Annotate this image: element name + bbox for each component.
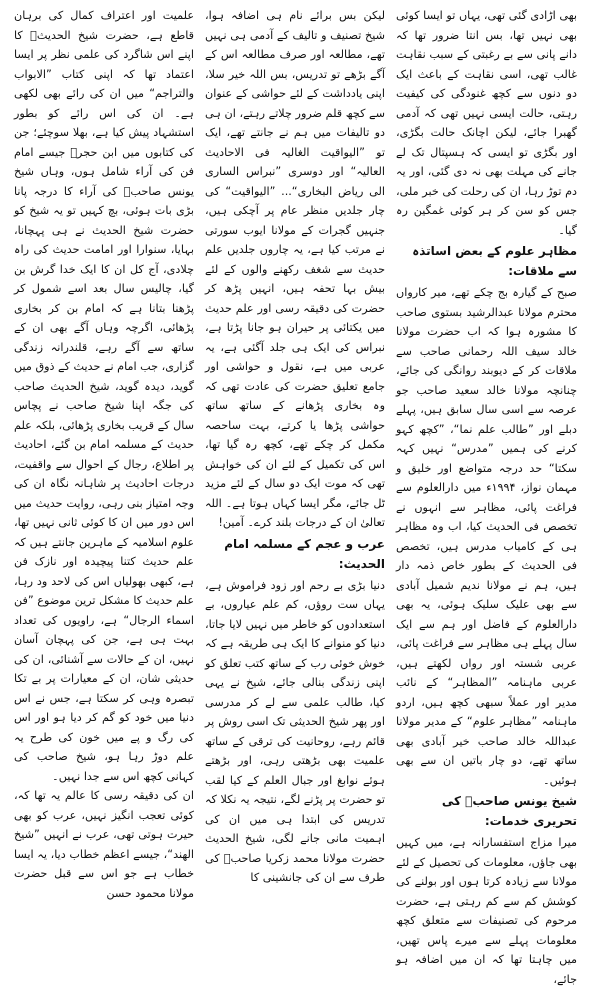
section-heading: شیخ یونس صاحبؒ کی تحریری خدمات: [441, 794, 577, 828]
column-middle [200, 6, 391, 884]
paragraph: دنیا بڑی بے رحم اور زود فراموش ہے، یہاں ست روؤں، کم علم عیاروں، بے استعدادوں کو خاطر میں نہیں لایا جاتا، دنیا کو منوانے کا ایک ہی طریقہ ہے کہ خوش خوئی رب کے ساتھ کتب تعلق کو اپنی زندگی بنالی جائے، شیخ نے یہی کیا، طالب علمی سے لے کر مدرسی اور پھر شیخ الحدیثی تک اسی روش پر قائم رہے، روحانیت کی ترقی کے ساتھ علمیت بھی بڑھتی رہی، اور بڑھتے ہوئے نوابغ اور جبال العلم کے کیا لقب تو حضرت پر پڑنے لگے، نتیجہ یہ نکلا کہ تدریس کی ابتدا ہی میں ان کی اہمیت مانی جانے لگی، شیخ الحدیث حضرت مولانا محمد زکریا صاحبؒ کی طرف سے ان کی جانشینی کا [205, 578, 385, 884]
paragraph: ان کی دقیقہ رسی کا عالم یہ تھا کہ، کوئی تعجب انگیز نہیں، عرب کو بھی حیرت ہوتی تھی، عرب نے انہیں ”شیخ الهند“، جیسے اعظم خطاب دیا، یہ ایسا خطاب ہے جو اس سے قبل حضرت مولانا محمود حسن [14, 789, 194, 900]
section-heading: مظاہر علوم کے بعض اساتذہ سے ملاقات: [412, 244, 577, 278]
column-left [9, 6, 200, 900]
paragraph: میرا مزاج استفسارانہ ہے، میں کہیں بھی جاؤں، معلومات کی تحصیل کے لئے مولانا سے زیادہ کرتا ہوں اور بولنے کی کوشش کم سے کم رہتی ہے، حضرت مرحوم کی تصنیفات سے متعلق کچھ معلومات پہلے سے میرے پاس تھیں، میں چاہتا تھا کہ ان میں اضافہ ہو جائے، [396, 836, 577, 986]
paragraph: بھی اڑادی گئی تھی، یہاں تو ایسا کوئی بھی نہیں تھا، بس انتا ضرور تھا کہ دانے پانی سے بے رغبتی کے سبب نقاہت غالب تھی، اسی نقاہت کے باعث ایک دو دنوں سے کچھ غنودگی کی کیفیت رہتی، حالت ایسی نہیں تھی کہ آدمی گھبرا جائے، لیکن اچانک حالت بگڑی، اور بگڑی تو ایسی کہ ہسپتال تک لے جانے کی مہلت بھی نہ دی گئی، اور یہ دم توڑ رہا، ان کی رحلت کی خبر ملی، جس کو سن کر ہر کوئی غمگین رہ گیا۔ [396, 9, 577, 237]
section-heading: عرب و عجم کے مسلمہ امام الحدیث: [224, 536, 385, 571]
paragraph: صبح کے گیارہ بج چکے تھے، میر کارواں محترم مولانا عبدالرشید بستوی صاحب کا مشورہ ہوا کہ اب حضرت مولانا خالد سیف اللہ رحمانی صاحب سے ملاقات کر کے دیوبند روانگی کی جائے، چنانچہ مولانا خالد سعید صاحب جو عرصہ سے اسی سال سابق ہیں، پہلے دبلے اور ”طالب علم نما“، ”کچھ کہو کرنے کی ہمیں ”مدرس“ نہیں کہہ سکتا“ حد درجہ متواضع اور خلیق و مہمان نواز، ۱۹۹۴ء میں دارالعلوم سے فراغت پائی، مظاہر سے انہوں نے تخصص فی الحدیث کیا، اب وہ مظاہر ہی کے کامیاب مدرس ہیں، تخصص فی الحدیث کے بطور خاص ذمہ دار ہیں، ہم نے مولانا ندیم شمیل آبادی سے بھی علیک سلیک ہوئی، یہ بھی دارالعلوم کے فاضل اور ہم سے ایک سال پہلے ہی مظاہر سے فراغت پائی، عربی شستہ اور رواں لکھتے ہیں، عربی ماہنامہ ”المظاہر“ کے نائب مدیر اور عملاً سبھی کچھ ہیں، اردو ماہنامہ ”مظاہر علوم“ کے مدیر مولانا عبداللہ خالد صاحب خیر آبادی بھی ساتھ تھے، دو چار باتیں ان سے بھی ہوئیں۔ [396, 286, 577, 787]
paragraph: لیکن بس برائے نام ہی اضافہ ہوا، شیخ تصنیف و تالیف کے آدمی ہی نہیں تھے، مطالعہ اور صرف مطالعہ اس کے آگے بڑھے تو تدریس، بس اللہ خیر سلا، اپنی یادداشت کے لئے حواشی کے عنوان سے کچھ قلم ضرور چلاتے رہتے، ان ہی دو تالیفات میں ہم نے جانتے تھے، ایک تو ”الیواقیت الغالیہ فی الاحادیث العالیہ“ اور دوسری ”نبراس الساری الی ریاض البخاری“... ”الیواقیت“ کی چار جلدیں منظر عام پر آچکی ہیں، جنہیں گجرات کے مولانا ایوب سورتی نے مرتب کیا ہے، یہ چاروں جلدیں علم حدیث سے شغف رکھنے والوں کے لئے بیش بہا تحفہ ہیں، انہیں پڑھ کر حضرت کی دقیقہ رسی اور علم حدیث میں یکتائی پر حیران ہو جانا پڑتا ہے، نبراس کی ایک ہی جلد آگئی ہے، یہ عربی میں ہے، نقول و حواشی اور جامع تعلیق حضرت کی عادت تھی کہ وہ بخاری پڑھانے کے ساتھ ساتھ حواشی پڑھا یا کرتے، بہت ساحصہ مکمل کر چکے تھے، کچھ رہ گیا تھا، اس کی تکمیل کے لئے ان کی خواہش تھی کہ موت ایک دو سال کے لئے مزید ٹل جائے، مگر ایسا کہاں ہوتا ہے۔ اللہ تعالیٰ ان کے درجات بلند کرے۔ آمین! [205, 9, 385, 529]
paragraph: علمیت اور اعتراف کمال کی برہان قاطع ہے، حضرت شیخ الحدیثؒ کا اپنے اس شاگرد کی علمی نظر پر ایسا اعتماد تھا کہ اپنی کتاب ”الابواب والتراجم“ میں ان کی رائے بھی لکھی ہے۔ ان کی اس رائے کو بطور استشہاد پیش کیا ہے، بھلا سوچئے؛ جن کی کتابوں میں ابن حجرؒ جیسے امام فن کی آراء شامل ہوں، وہاں شیخ یونس صاحبؒ کی آراء کا درجہ پانا بڑی بات ہوئی، بچ کہیں تو یہ شیخ کو حضرت شیخ الحدیث نے ہی پہچانا، بہایا، سنوارا اور امامت حدیث کی راہ چلادی، آج کل ان کا ایک خدا گرش بن گیا، چالیس سال بعد اسے شمول کر پڑھنا بتانا ہے کہ امام بن کر بخاری پڑھائی، اگرچہ وہاں آگے بھی ان کے ساتھ سے آگے رہے، قلندرانہ زندگی گزاری، جب امام نے حدیث کے ذوق میں گوید، دیدہ گوید، شیخ الحدیث صاحب کی جگہ اپنا شیخ صاحب نے پچاس سال کے قریب بخاری پڑھائی، بلکہ علم حدیث کے مسلمہ امام بن گئے، احادیث پر اطلاع، رجال کے احوال سے واقفیت، درجات احادیث پر شاہانہ نگاہ ان کی وجہ امتیاز بنی رہی، روایت حدیث میں اس دور میں ان کا کوئی ثانی نہیں تھا، علوم اسلامیہ کے ماہرین جانتے ہیں کہ علم حدیث کتنا پیچیدہ اور نازک فن ہے، کبھی بھولیاں اس کی لاحد ود رہا، علم حدیث کا مشکل ترین موضوع ”فن اسماء الرجال“ ہے، راویوں کی تعداد بہت ہی ہے، جن کی پہچان آسان نہیں، ان کے حالات سے آشنائی، ان کی حدیثی شان، ان کے معیارات پر بے تکا تبصرہ وہی کر سکتا ہے، جس نے اس دنیا میں خود کو گم کر دیا ہو اور اس کی رگ و پے میں خون کی طرح یہ علم دوڑ رہا ہو، شیخ صاحب کی کہانی کچھ اس سے جدا نہیں۔ [14, 9, 194, 783]
magazine-page [8, 6, 582, 986]
column-right [391, 6, 582, 986]
